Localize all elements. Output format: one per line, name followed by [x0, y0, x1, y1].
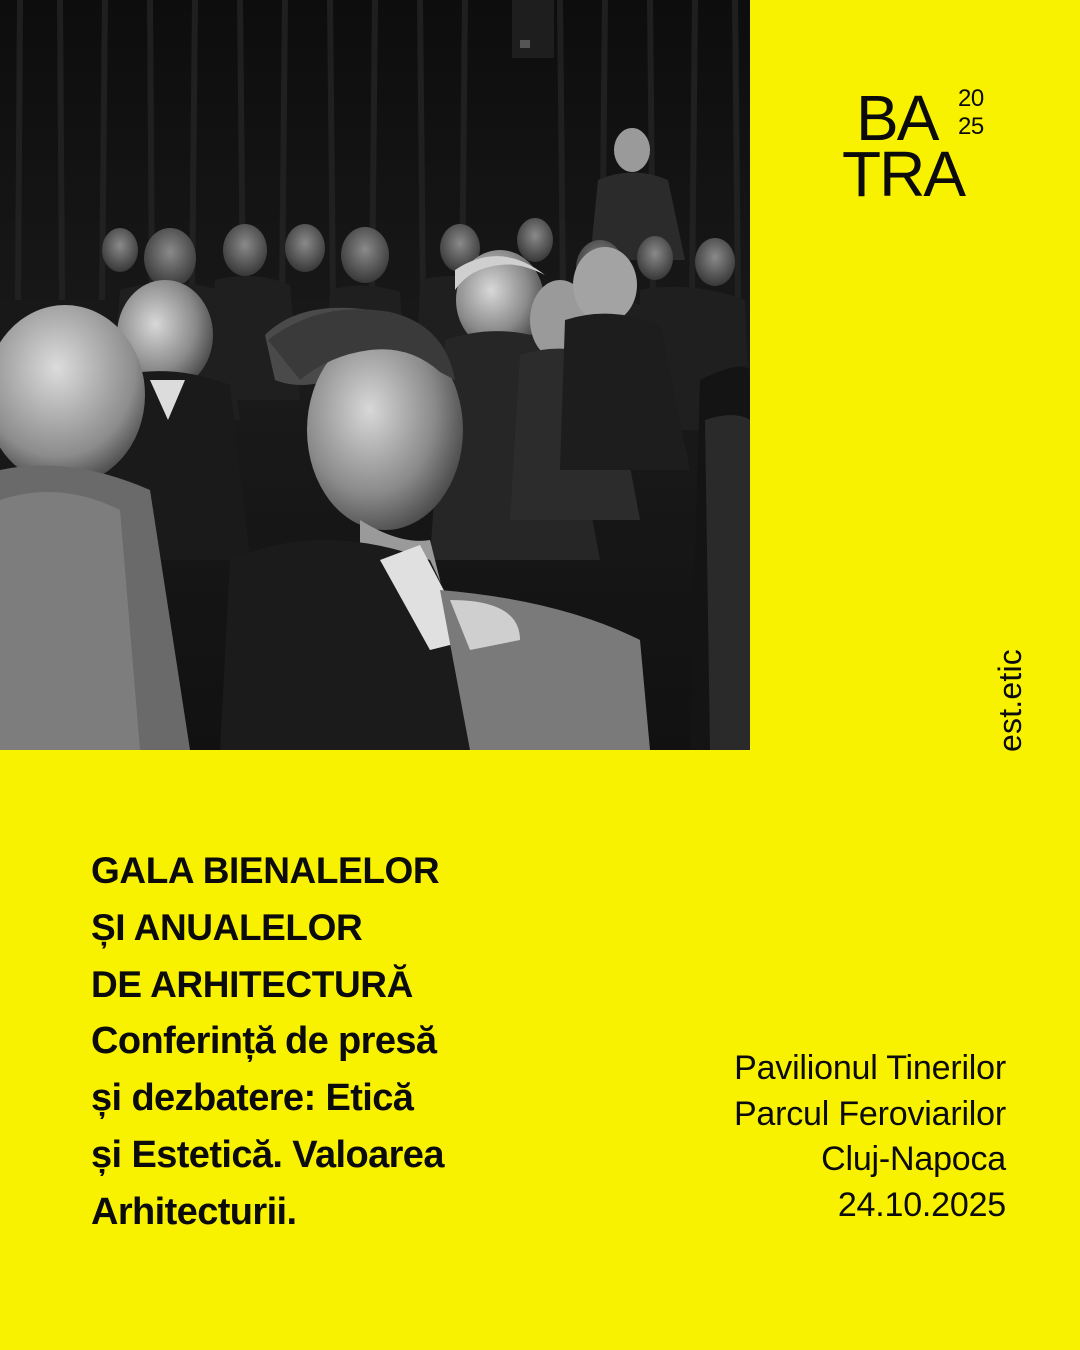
title-line: GALA BIENALELOR — [91, 850, 440, 891]
venue-name: Pavilionul Tinerilor — [734, 1049, 1006, 1087]
logo-year-top: 20 — [958, 85, 984, 112]
logo-text-bottom: TRA — [842, 138, 964, 210]
title-line: și Estetică. Valoarea — [91, 1134, 444, 1176]
venue-city: Cluj-Napoca — [821, 1140, 1006, 1178]
event-venue — [586, 1046, 1006, 1228]
brand-logo — [842, 82, 1022, 210]
logo-year-bottom: 25 — [958, 113, 984, 140]
title-line: și dezbatere: Etică — [91, 1077, 414, 1119]
event-title — [91, 842, 611, 1241]
logo-text-top: BA — [856, 82, 938, 154]
audience-photo-illustration — [0, 0, 750, 750]
venue-park: Parcul Feroviarilor — [733, 1094, 1006, 1133]
title-line: ȘI ANUALELOR — [91, 907, 363, 948]
title-line: Arhitecturii. — [91, 1191, 297, 1233]
title-line: DE ARHITECTURĂ — [91, 964, 413, 1005]
audience-photo — [0, 0, 750, 750]
event-date: 24.10.2025 — [837, 1185, 1006, 1224]
title-line: Conferință de presă — [91, 1020, 437, 1062]
vertical-tagline: est.etic — [992, 649, 1028, 752]
